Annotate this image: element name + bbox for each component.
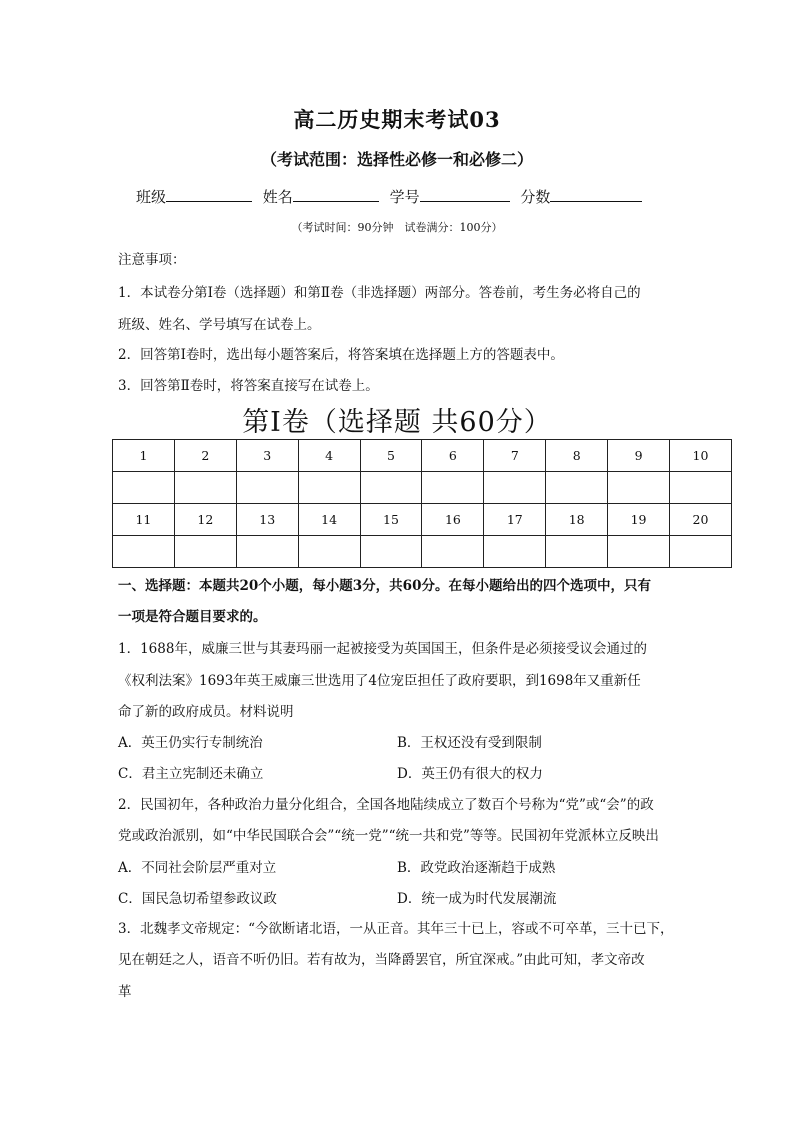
answer-cell[interactable]: [174, 472, 236, 504]
answer-cell[interactable]: [608, 472, 670, 504]
answer-table-number-row: [113, 504, 732, 536]
notes-heading: 注意事项：: [118, 252, 186, 268]
class-label: 班级: [136, 188, 167, 206]
answer-cell[interactable]: [360, 536, 422, 568]
student-id-blank[interactable]: [420, 186, 510, 202]
note-1-line-1: 1．本试卷分第Ⅰ卷（选择题）和第Ⅱ卷（非选择题）两部分。答卷前，考生务必将自己的: [118, 285, 641, 301]
q1-option-c: C．君主立宪制还未确立: [118, 766, 264, 782]
answer-table-number-row: [113, 440, 732, 472]
q-number-cell: 18: [546, 504, 608, 536]
answer-cell[interactable]: [174, 536, 236, 568]
answer-cell[interactable]: [608, 536, 670, 568]
q-number-cell: 9: [608, 440, 670, 472]
student-info-line: [136, 186, 648, 207]
answer-table-blank-row: [113, 536, 732, 568]
q-number-cell: 4: [298, 440, 360, 472]
answer-cell[interactable]: [236, 472, 298, 504]
q-number-cell: 11: [113, 504, 175, 536]
q-number-cell: 16: [422, 504, 484, 536]
q2-option-a: A．不同社会阶层严重对立: [118, 860, 277, 876]
answer-table: [112, 439, 732, 568]
q-number-cell: 14: [298, 504, 360, 536]
answer-cell[interactable]: [670, 472, 732, 504]
answer-table-blank-row: [113, 472, 732, 504]
name-blank[interactable]: [293, 186, 379, 202]
score-blank[interactable]: [550, 186, 642, 202]
q-number-cell: 6: [422, 440, 484, 472]
q2-option-d: D．统一成为时代发展潮流: [397, 891, 557, 907]
q2-option-c: C．国民急切希望参政议政: [118, 891, 277, 907]
q3-stem-line-1: 3．北魏孝文帝规定：“今欲断诸北语，一从正音。其年三十已上，容或不可卒革，三十已下，: [118, 921, 674, 937]
class-blank[interactable]: [166, 186, 252, 202]
exam-scope: （考试范围：选择性必修一和必修二）: [260, 150, 533, 169]
q1-option-b: B．王权还没有受到限制: [397, 735, 542, 751]
answer-cell[interactable]: [546, 536, 608, 568]
answer-cell[interactable]: [670, 536, 732, 568]
q-number-cell: 17: [484, 504, 546, 536]
q2-option-b: B．政党政治逐渐趋于成熟: [397, 860, 556, 876]
q-number-cell: 15: [360, 504, 422, 536]
score-label: 分数: [520, 188, 551, 206]
note-1-line-2: 班级、姓名、学号填写在试卷上。: [118, 317, 321, 333]
q1-option-d: D．英王仍有很大的权力: [397, 766, 543, 782]
answer-cell[interactable]: [298, 536, 360, 568]
instructions-line-2: 一项是符合题目要求的。: [118, 609, 267, 625]
q1-stem-line-1: 1．1688年，威廉三世与其妻玛丽一起被接受为英国国王，但条件是必须接受议会通过的: [118, 641, 647, 657]
student-id-label: 学号: [389, 188, 420, 206]
q-number-cell: 12: [174, 504, 236, 536]
q1-stem-line-3: 命了新的政府成员。材料说明: [118, 704, 294, 720]
q3-stem-line-3: 革: [118, 984, 132, 1000]
q-number-cell: 5: [360, 440, 422, 472]
answer-cell[interactable]: [360, 472, 422, 504]
exam-meta: （考试时间：90分钟 试卷满分：100分）: [291, 221, 503, 234]
q-number-cell: 1: [113, 440, 175, 472]
q-number-cell: 2: [174, 440, 236, 472]
q2-stem-line-1: 2．民国初年，各种政治力量分化组合，全国各地陆续成立了数百个号称为“党”或“会”的政: [118, 797, 654, 813]
name-label: 姓名: [262, 188, 293, 206]
q-number-cell: 10: [670, 440, 732, 472]
note-2: 2．回答第Ⅰ卷时，选出每小题答案后，将答案填在选择题上方的答题表中。: [118, 347, 564, 363]
section-1-heading: 第Ⅰ卷（选择题 共60分）: [242, 407, 552, 438]
answer-cell[interactable]: [298, 472, 360, 504]
answer-cell[interactable]: [546, 472, 608, 504]
answer-cell[interactable]: [422, 472, 484, 504]
q-number-cell: 20: [670, 504, 732, 536]
note-3: 3．回答第Ⅱ卷时，将答案直接写在试卷上。: [118, 378, 379, 394]
q1-option-a: A．英王仍实行专制统治: [118, 735, 263, 751]
q2-stem-line-2: 党或政治派别，如“中华民国联合会”“统一党”“统一共和党”等等。民国初年党派林立反映出: [118, 828, 659, 844]
q-number-cell: 13: [236, 504, 298, 536]
q3-stem-line-2: 见在朝廷之人，语音不听仍旧。若有故为，当降爵罢官，所宜深戒。”由此可知，孝文帝改: [118, 952, 645, 968]
q-number-cell: 7: [484, 440, 546, 472]
answer-cell[interactable]: [484, 472, 546, 504]
answer-cell[interactable]: [422, 536, 484, 568]
page-title: 高二历史期末考试03: [293, 107, 501, 132]
answer-cell[interactable]: [236, 536, 298, 568]
answer-cell[interactable]: [484, 536, 546, 568]
answer-cell[interactable]: [113, 536, 175, 568]
answer-cell[interactable]: [113, 472, 175, 504]
q1-stem-line-2: 《权利法案》1693年英王威廉三世选用了4位宠臣担任了政府要职，到1698年又重新任: [118, 673, 641, 689]
q-number-cell: 3: [236, 440, 298, 472]
instructions-line-1: 一、选择题：本题共20个小题，每小题3分，共60分。在每小题给出的四个选项中，只有: [118, 578, 651, 594]
q-number-cell: 19: [608, 504, 670, 536]
q-number-cell: 8: [546, 440, 608, 472]
